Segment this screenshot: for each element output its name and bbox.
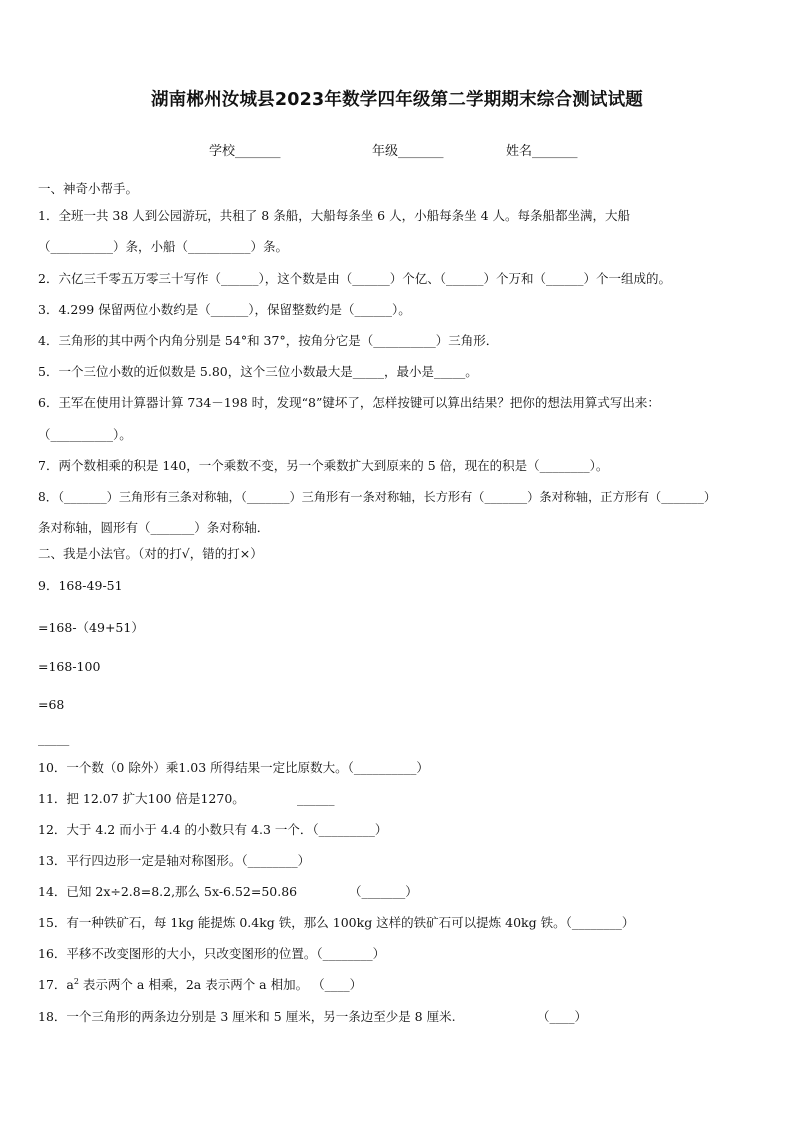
question-6-line-1: 6．王军在使用计算器计算 734－198 时，发现“8”键坏了，怎样按键可以算出结果？把你的想法用算式写出来： [38,395,660,410]
page-title: 湖南郴州汝城县2023年数学四年级第二学期期末综合测试试题 [150,90,643,110]
question-3: 3．4.299 保留两位小数约是（______），保留整数约是（______）。 [38,302,411,317]
question-17 [38,977,362,993]
question-1-line-2: （__________）条，小船（__________）条。 [38,239,289,254]
question-16: 16．平移不改变图形的大小，只改变图形的位置。（________） [38,946,386,961]
grade-field: 年级_______ [372,144,444,159]
question-12: 12．大于 4.2 而小于 4.4 的小数只有 4.3 一个．（_________） [38,822,388,837]
name-field: 姓名_______ [506,144,578,159]
question-11-answer-blank: ______ [297,791,335,806]
school-field: 学校_______ [209,144,281,159]
question-17-text: 表示两个 a 相乘，2a 表示两个 a 相加。 （____） [78,977,363,992]
question-10: 10．一个数（0 除外）乘1.03 所得结果一定比原数大。（__________） [38,760,429,775]
question-8-line-2: 条对称轴，圆形有（_______）条对称轴． [38,520,270,535]
question-14: 14．已知 2x÷2.8=8.2,那么 5x-6.52=50.86 [38,884,298,899]
question-9-line-2: =168-（49+51） [38,620,144,635]
question-9-answer-blank: _____ [38,731,70,746]
section-heading-1: 一、神奇小帮手。 [38,181,139,196]
question-18-answer-blank: （____） [537,1009,588,1024]
question-11: 11．把 12.07 扩大100 倍是1270。 [38,791,245,806]
question-17-prefix: 17．a [38,977,74,992]
question-14-answer-blank: （_______） [349,884,418,899]
question-18: 18．一个三角形的两条边分别是 3 厘米和 5 厘米，另一条边至少是 8 厘米. [38,1009,456,1024]
question-9-line-3: =168-100 [38,659,101,674]
question-8-line-1: 8．（_______）三角形有三条对称轴，（_______）三角形有一条对称轴，长方形有（_______）条对称轴，正方形有（_______） [38,490,717,504]
question-9-line-4: =68 [38,697,65,712]
question-1-line-1: 1．全班一共 38 人到公园游玩，共租了 8 条船，大船每条坐 6 人，小船每条坐 4 人。每条船都坐满，大船 [38,208,631,223]
question-9-line-1: 9．168-49-51 [38,578,123,593]
question-2: 2．六亿三千零五万零三十写作（______），这个数是由（______）个亿、（______）个万和（______）个一组成的。 [38,271,671,286]
superscript-exponent: 2 [73,976,79,986]
question-15: 15．有一种铁矿石，每 1kg 能提炼 0.4kg 铁，那么 100kg 这样的铁矿石可以提炼 40kg 铁。（________） [38,915,635,930]
question-4: 4．三角形的其中两个内角分别是 54°和 37°，按角分它是（__________）三角形． [38,333,499,348]
question-7: 7．两个数相乘的积是 140，一个乘数不变，另一个乘数扩大到原来的 5 倍，现在的积是（________）。 [38,458,609,473]
section-heading-2: 二、我是小法官。（对的打√，错的打×） [38,546,263,561]
question-13: 13．平行四边形一定是轴对称图形。（________） [38,853,311,868]
question-6-line-2: （__________）。 [38,427,132,442]
question-5: 5．一个三位小数的近似数是 5.80，这个三位小数最大是_____，最小是_____。 [38,364,478,379]
